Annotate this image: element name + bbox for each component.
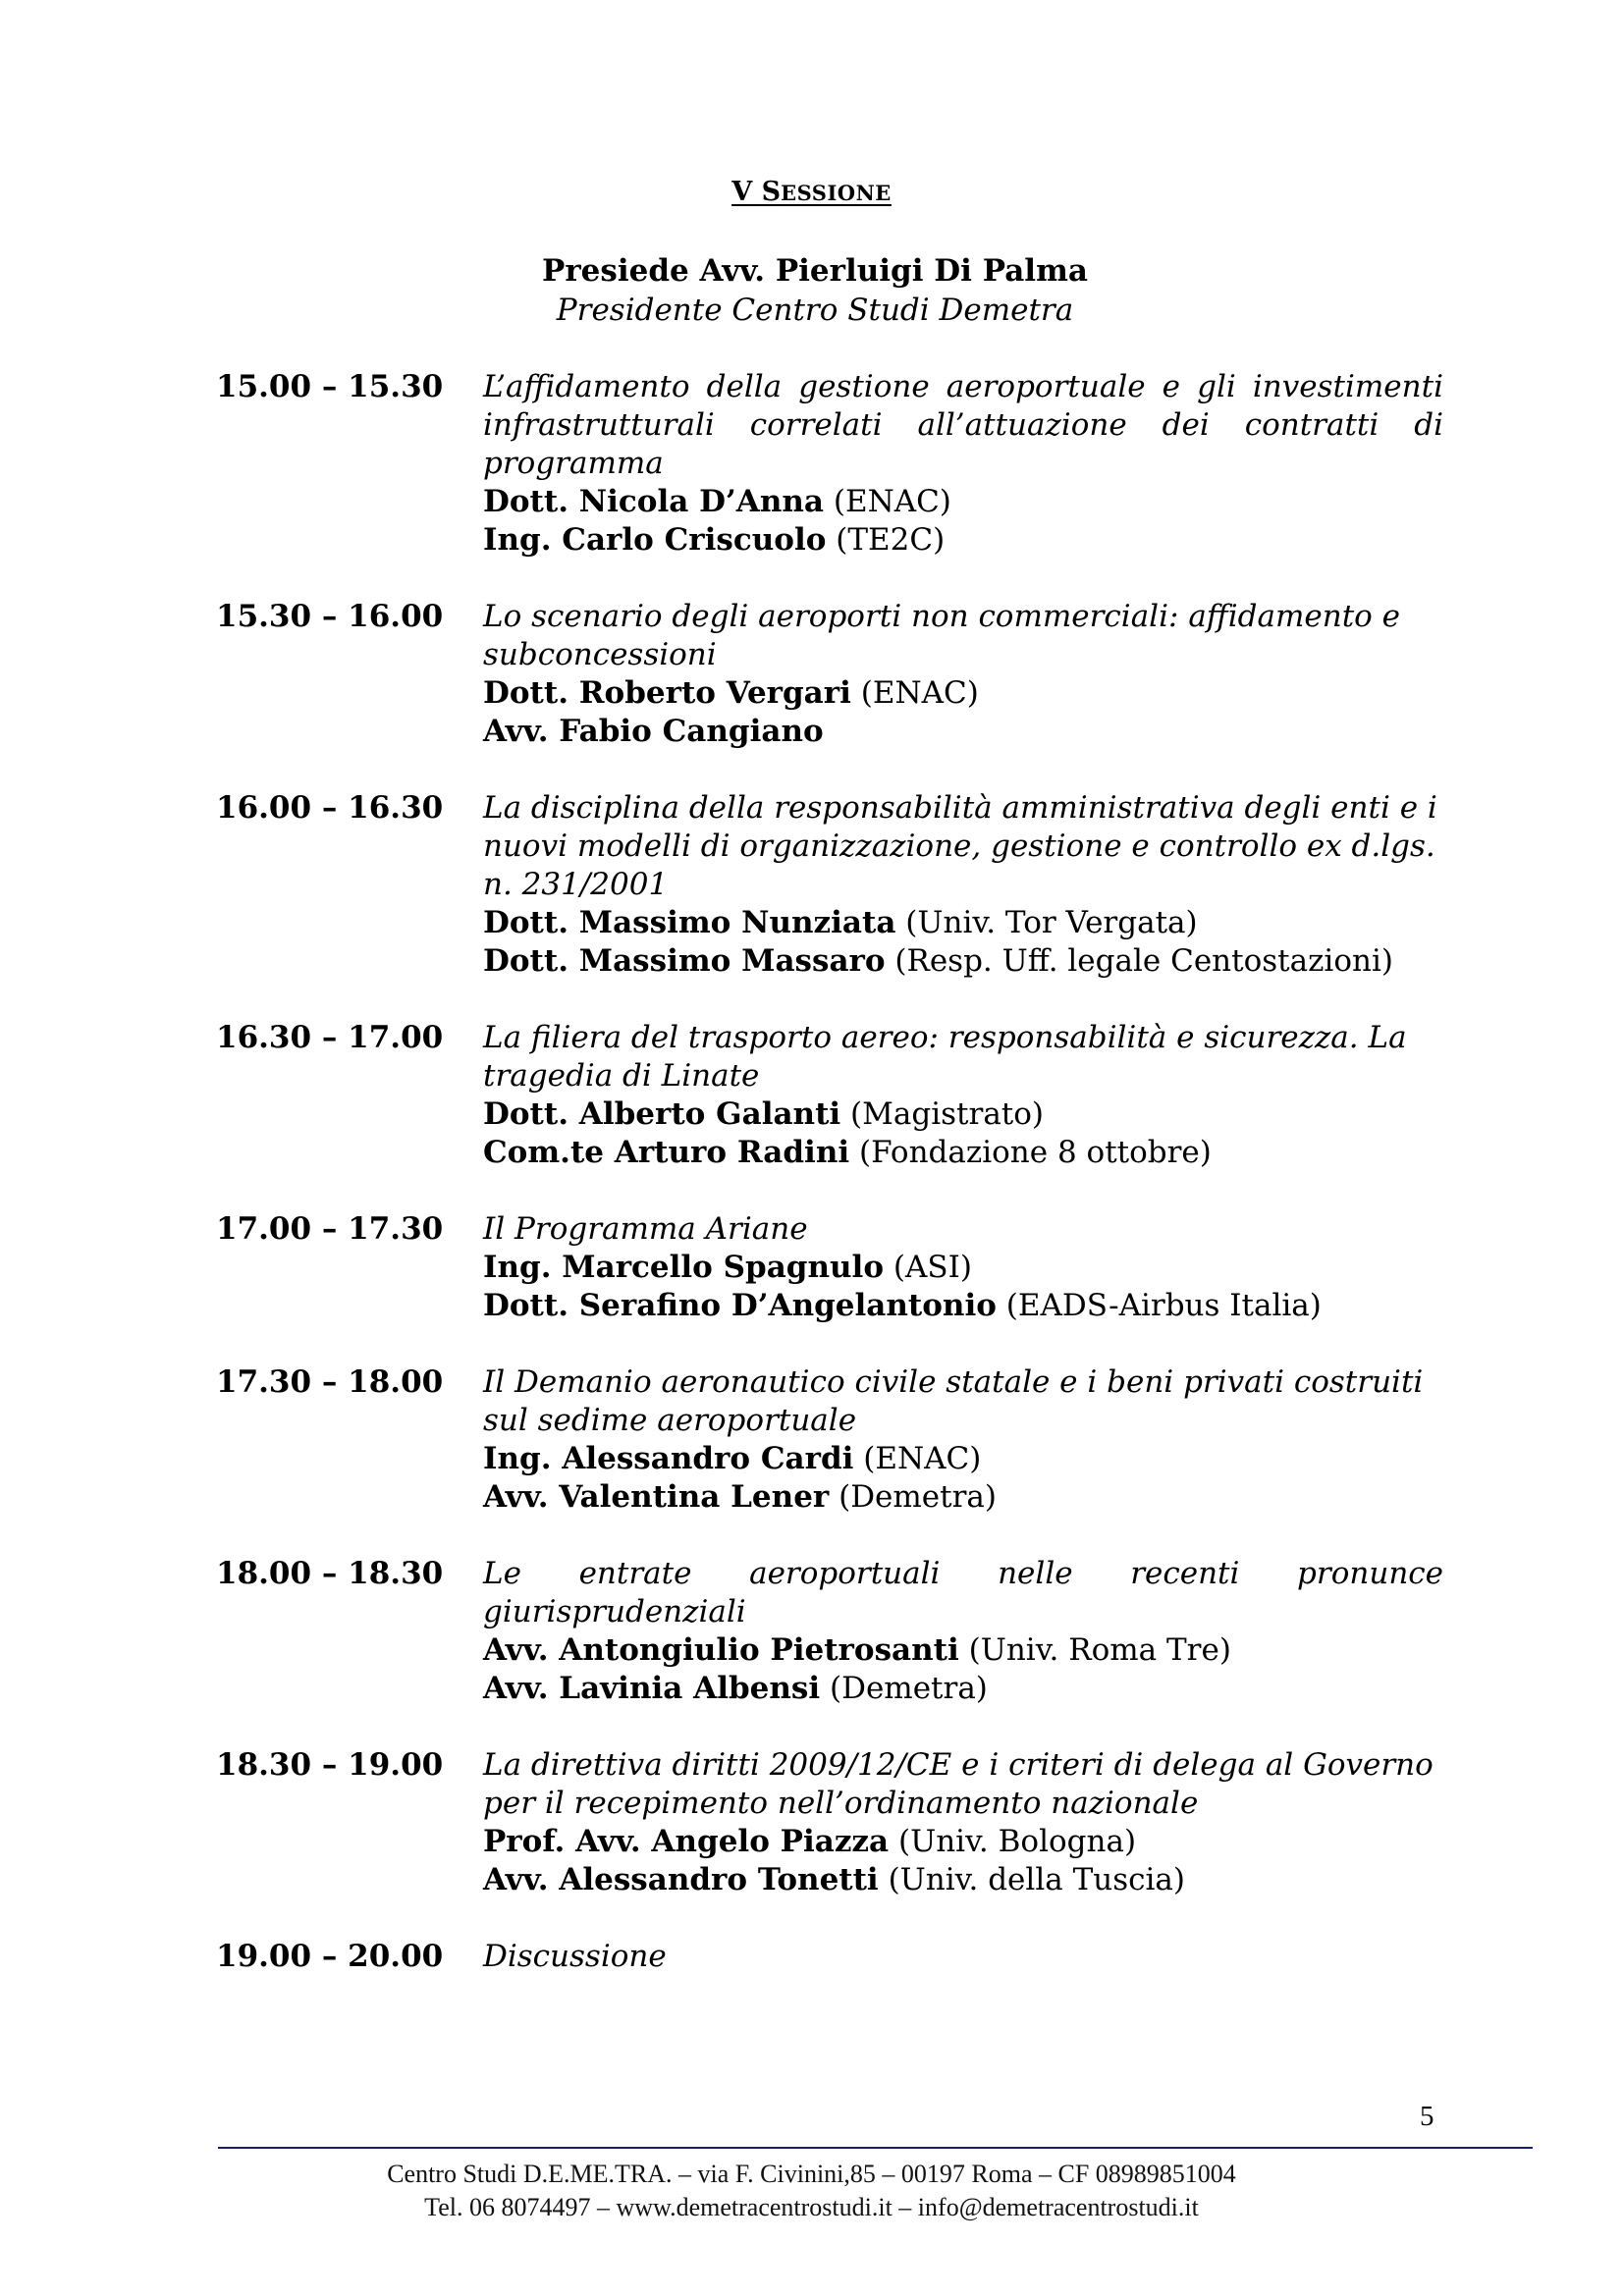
speaker-affiliation: (Demetra) <box>829 1479 997 1515</box>
speaker <box>483 674 1443 713</box>
agenda-topic: L’affidamento della gestione aeroportuale e gli investimenti infrastrutturali correlati all’attuazione dei contratti di programma <box>483 369 1443 481</box>
speaker-name: Dott. Roberto Vergari <box>483 675 851 711</box>
agenda-topic: La filiera del trasporto aereo: responsabilità e sicurezza. La tragedia di Linate <box>483 1020 1407 1094</box>
speaker <box>483 1440 1443 1478</box>
agenda-content <box>483 1746 1443 1899</box>
speaker <box>483 1134 1443 1172</box>
speaker-name: Dott. Alberto Galanti <box>483 1096 841 1132</box>
agenda-time: 15.30 – 16.00 <box>216 599 444 634</box>
speaker <box>483 1670 1443 1708</box>
agenda-item <box>216 598 1443 751</box>
speaker-name: Avv. Fabio Cangiano <box>483 714 824 749</box>
speaker-affiliation: (TE2C) <box>826 522 946 558</box>
speaker-affiliation: (Resp. Uff. legale Centostazioni) <box>885 943 1393 979</box>
speaker-name: Avv. Lavinia Albensi <box>483 1671 821 1706</box>
chair-name: Presiede Avv. Pierluigi Di Palma <box>542 253 1088 289</box>
agenda-time: 16.00 – 16.30 <box>216 790 444 826</box>
speaker-affiliation: (ENAC) <box>824 484 951 519</box>
agenda-content <box>483 1555 1443 1708</box>
speaker <box>483 904 1443 942</box>
agenda-time: 18.00 – 18.30 <box>216 1556 444 1591</box>
footer <box>0 2158 1623 2224</box>
speaker-name: Dott. Massimo Massaro <box>483 943 886 979</box>
speaker-name: Dott. Serafino D’Angelantonio <box>483 1288 997 1323</box>
footer-divider <box>218 2147 1533 2149</box>
agenda-topic: Il Programma Ariane <box>483 1211 808 1247</box>
speaker <box>483 1478 1443 1517</box>
speaker <box>483 521 1443 560</box>
agenda-content <box>483 1363 1443 1517</box>
speaker <box>483 1631 1443 1670</box>
agenda-content <box>483 1210 1443 1325</box>
speaker-name: Dott. Massimo Nunziata <box>483 905 896 940</box>
agenda-topic: Il Demanio aeronautico civile statale e i beni privati costruiti sul sedime aeroportuale <box>483 1364 1424 1438</box>
speaker <box>483 942 1443 981</box>
agenda-item <box>216 1210 1443 1325</box>
agenda-list <box>216 368 1443 2014</box>
chair-role: Presidente Centro Studi Demetra <box>556 293 1074 328</box>
speaker <box>483 713 1443 751</box>
agenda-content <box>483 1938 1443 1976</box>
agenda-topic: Le entrate aeroportuali nelle recenti pronunce giurisprudenziali <box>483 1556 1443 1629</box>
session-title-rest: ESSIONE <box>781 181 892 205</box>
agenda-content <box>483 368 1443 560</box>
speaker-affiliation: (ASI) <box>884 1250 972 1285</box>
agenda-content <box>483 1019 1443 1172</box>
agenda-item <box>216 1746 1443 1899</box>
speaker-name: Prof. Avv. Angelo Piazza <box>483 1824 890 1859</box>
agenda-time: 16.30 – 17.00 <box>216 1020 444 1055</box>
agenda-content <box>483 789 1443 981</box>
speaker-affiliation: (Univ. Tor Vergata) <box>895 905 1198 940</box>
speaker-affiliation: (ENAC) <box>850 675 979 711</box>
agenda-topic: La disciplina della responsabilità amministrativa degli enti e i nuovi modelli di organizzazione, gestione e controllo ex d.lgs. n. 231/2001 <box>483 790 1437 902</box>
speaker-name: Avv. Alessandro Tonetti <box>483 1862 879 1897</box>
agenda-item <box>216 368 1443 560</box>
agenda-content <box>483 598 1443 751</box>
speaker-name: Dott. Nicola D’Anna <box>483 484 824 519</box>
speaker-name: Avv. Antongiulio Pietrosanti <box>483 1632 959 1668</box>
page-number: 5 <box>1420 2101 1434 2132</box>
agenda-item <box>216 789 1443 981</box>
speaker-affiliation: (Univ. Bologna) <box>889 1824 1137 1859</box>
agenda-item <box>216 1363 1443 1517</box>
agenda-topic: Discussione <box>483 1939 667 1974</box>
agenda-time: 19.00 – 20.00 <box>216 1939 444 1974</box>
speaker-affiliation: (EADS-Airbus Italia) <box>996 1288 1322 1323</box>
agenda-time: 15.00 – 15.30 <box>216 369 444 404</box>
session-title-initial: V S <box>731 177 782 207</box>
speaker <box>483 1823 1443 1861</box>
speaker <box>483 483 1443 521</box>
agenda-item <box>216 1938 1443 1976</box>
speaker-name: Avv. Valentina Lener <box>483 1479 830 1515</box>
speaker-affiliation: (Demetra) <box>820 1671 988 1706</box>
speaker <box>483 1249 1443 1287</box>
agenda-time: 18.30 – 19.00 <box>216 1747 444 1783</box>
agenda-topic: La direttiva diritti 2009/12/CE e i criteri di delega al Governo per il recepimento nell’ordinamento nazionale <box>483 1747 1434 1821</box>
speaker-affiliation: (Magistrato) <box>840 1096 1045 1132</box>
speaker <box>483 1095 1443 1134</box>
speaker-name: Ing. Marcello Spagnulo <box>483 1250 885 1285</box>
speaker-affiliation: (Fondazione 8 ottobre) <box>849 1135 1212 1170</box>
agenda-time: 17.30 – 18.00 <box>216 1364 444 1400</box>
agenda-item <box>216 1555 1443 1708</box>
speaker <box>483 1287 1443 1325</box>
speaker-affiliation: (Univ. della Tuscia) <box>878 1862 1185 1897</box>
session-chair <box>324 251 1306 330</box>
speaker-name: Com.te Arturo Radini <box>483 1135 850 1170</box>
session-title <box>0 177 1623 207</box>
footer-address: Centro Studi D.E.ME.TRA. – via F. Civinini,85 – 00197 Roma – CF 08989851004 <box>387 2160 1236 2188</box>
agenda-topic: Lo scenario degli aeroporti non commerciali: affidamento e subconcessioni <box>483 599 1401 672</box>
agenda-time: 17.00 – 17.30 <box>216 1211 444 1247</box>
speaker-name: Ing. Alessandro Cardi <box>483 1441 854 1476</box>
speaker <box>483 1861 1443 1899</box>
speaker-name: Ing. Carlo Criscuolo <box>483 522 827 558</box>
agenda-item <box>216 1019 1443 1172</box>
speaker-affiliation: (Univ. Roma Tre) <box>958 1632 1231 1668</box>
footer-contacts: Tel. 06 8074497 – www.demetracentrostudi.it – info@demetracentrostudi.it <box>424 2193 1199 2221</box>
speaker-affiliation: (ENAC) <box>853 1441 982 1476</box>
